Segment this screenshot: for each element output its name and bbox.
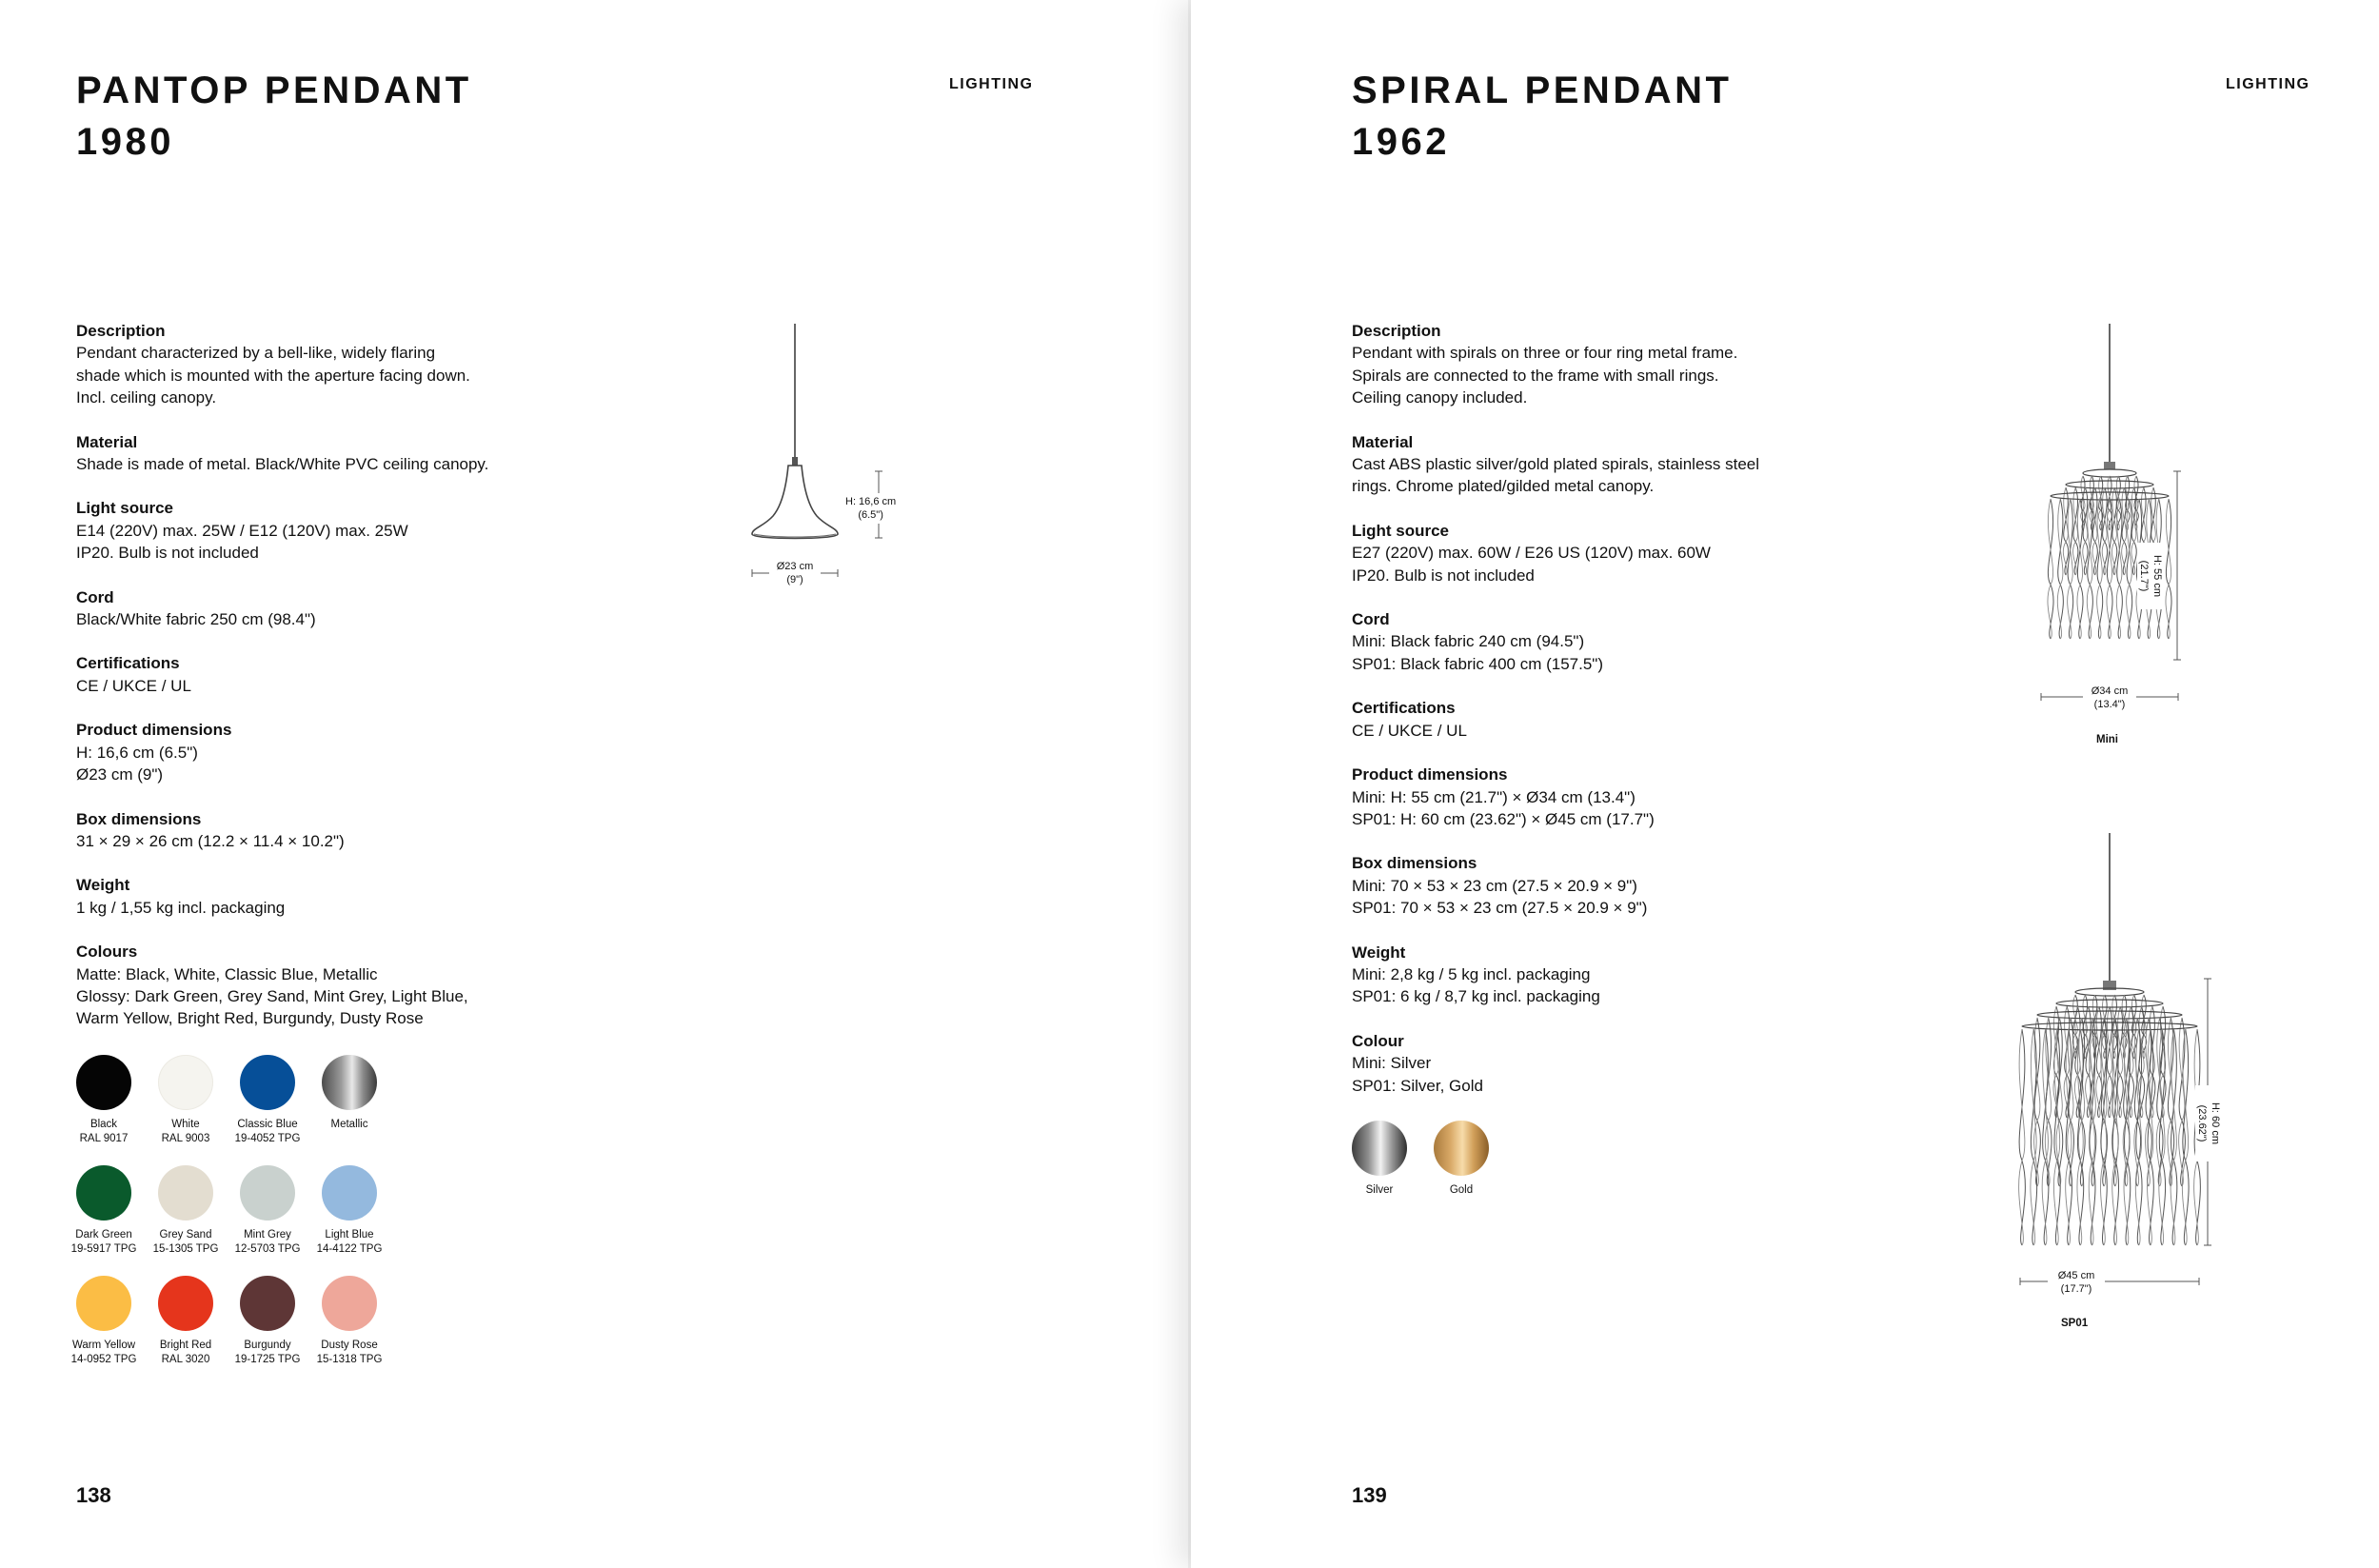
right-page xyxy=(1191,0,2379,1568)
spec-certifications xyxy=(76,652,609,697)
spec-value: SP01: Silver, Gold xyxy=(1352,1076,1483,1095)
spec-value: rings. Chrome plated/gilded metal canopy. xyxy=(1352,477,1655,496)
swatch-name: Dusty Rose xyxy=(321,1340,378,1351)
spec-value: H: 16,6 cm (6.5") xyxy=(76,743,198,762)
spec-value: shade which is mounted with the aperture facing down. xyxy=(76,366,470,385)
colour-swatch-light-blue xyxy=(316,1165,404,1257)
swatch-code: 15-1318 TPG xyxy=(316,1354,383,1365)
spec-label: Light source xyxy=(1352,521,1450,540)
swatch-name: Light Blue xyxy=(325,1229,374,1241)
spec-colour xyxy=(1352,1030,1885,1097)
spec-value: Black/White fabric 250 cm (98.4") xyxy=(76,610,316,629)
colour-swatch-burgundy xyxy=(234,1276,322,1367)
swatch-circle xyxy=(76,1165,131,1221)
swatch-code: RAL 9017 xyxy=(79,1133,129,1144)
category-label: LIGHTING xyxy=(2226,76,2310,92)
swatch-label xyxy=(316,1228,383,1257)
swatch-name: Dark Green xyxy=(75,1229,132,1241)
product-title xyxy=(76,65,472,168)
swatch-label xyxy=(76,1118,131,1146)
colour-swatch-dark-green xyxy=(70,1165,158,1257)
spec-material xyxy=(1352,431,1885,498)
spec-value: Shade is made of metal. Black/White PVC ceiling canopy. xyxy=(76,455,489,474)
swatch-label xyxy=(234,1118,301,1146)
swatch-label xyxy=(158,1118,213,1146)
colour-swatch-bright-red xyxy=(158,1276,240,1367)
pantop-pendant-drawing xyxy=(733,319,923,595)
swatch-code: RAL 3020 xyxy=(161,1354,210,1365)
swatch-name: Mint Grey xyxy=(244,1229,291,1241)
spec-label: Colours xyxy=(76,943,138,962)
colour-swatch-metallic xyxy=(322,1055,404,1146)
spec-weight xyxy=(76,874,609,919)
spec-value: SP01: H: 60 cm (23.62") × Ø45 cm (17.7") xyxy=(1352,809,1655,828)
spec-value: Mini: 2,8 kg / 5 kg incl. packaging xyxy=(1352,964,1591,983)
swatch-circle xyxy=(240,1276,295,1331)
spec-value: Incl. ceiling canopy. xyxy=(76,388,217,407)
sp01-width-dimension: Ø45 cm (17.7") xyxy=(2048,1269,2105,1296)
spec-label: Cord xyxy=(1352,610,1390,629)
spec-value: SP01: 6 kg / 8,7 kg incl. packaging xyxy=(1352,987,1600,1006)
swatch-name: Gold xyxy=(1449,1184,1474,1196)
spec-label: Certifications xyxy=(1352,699,1456,718)
spec-colours xyxy=(76,941,609,1030)
swatch-label xyxy=(152,1228,219,1257)
swatch-label xyxy=(316,1339,383,1367)
page-number: 138 xyxy=(76,1483,111,1507)
spec-value: Mini: Black fabric 240 cm (94.5") xyxy=(1352,632,1585,651)
spec-description xyxy=(1352,320,1885,409)
spec-label: Weight xyxy=(1352,943,1406,962)
spec-material xyxy=(76,431,609,476)
spec-value: 31 × 29 × 26 cm (12.2 × 11.4 × 10.2") xyxy=(76,831,345,850)
swatch-circle xyxy=(158,1165,213,1221)
product-title xyxy=(1352,65,1732,168)
swatch-circle xyxy=(158,1276,213,1331)
swatch-name: Grey Sand xyxy=(159,1229,212,1241)
colour-swatch-dusty-rose xyxy=(316,1276,404,1367)
swatch-name: Burgundy xyxy=(244,1340,291,1351)
colour-swatches xyxy=(1352,1121,1679,1198)
spec-cord xyxy=(76,586,609,631)
spec-value: Pendant characterized by a bell-like, widely flaring xyxy=(76,344,436,363)
spec-label: Product dimensions xyxy=(76,721,232,740)
swatch-name: Black xyxy=(89,1119,118,1130)
swatch-name: Metallic xyxy=(330,1119,368,1130)
spec-list xyxy=(1352,320,1885,1119)
spec-label: Box dimensions xyxy=(76,809,202,828)
sp01-height-dimension: H: 60 cm (23.62") xyxy=(2195,1085,2222,1161)
swatch-circle xyxy=(240,1165,295,1221)
swatch-label xyxy=(322,1118,377,1132)
mini-width-dimension: Ø34 cm (13.4") xyxy=(2083,685,2136,711)
spec-box-dimensions xyxy=(76,808,609,853)
spec-value: CE / UKCE / UL xyxy=(76,676,191,695)
mini-height-dimension: H: 55 cm (21.7") xyxy=(2137,543,2164,609)
colour-swatch-mint-grey xyxy=(234,1165,322,1257)
colour-swatch-classic-blue xyxy=(234,1055,322,1146)
swatch-code: RAL 9003 xyxy=(161,1133,210,1144)
spec-label: Material xyxy=(76,432,138,451)
colour-swatch-silver xyxy=(1352,1121,1434,1198)
spec-weight xyxy=(1352,942,1885,1008)
swatch-code: 19-4052 TPG xyxy=(234,1133,301,1144)
spec-value: Matte: Black, White, Classic Blue, Metallic xyxy=(76,964,378,983)
spiral-pendant-mini-drawing xyxy=(2000,319,2286,719)
swatch-circle xyxy=(322,1276,377,1331)
spec-value: E14 (220V) max. 25W / E12 (120V) max. 25W xyxy=(76,521,408,540)
swatch-name: Silver xyxy=(1365,1184,1394,1196)
swatch-circle xyxy=(1352,1121,1407,1176)
spec-cord xyxy=(1352,608,1885,675)
swatch-circle xyxy=(76,1276,131,1331)
swatch-name: Classic Blue xyxy=(237,1119,298,1130)
colour-swatch-gold xyxy=(1434,1121,1516,1198)
spec-value: 1 kg / 1,55 kg incl. packaging xyxy=(76,898,286,917)
spec-label: Weight xyxy=(76,876,130,895)
swatch-label xyxy=(158,1339,213,1367)
spec-light-source xyxy=(1352,520,1885,586)
swatch-circle xyxy=(76,1055,131,1110)
swatch-label xyxy=(1434,1183,1489,1198)
spec-value: Warm Yellow, Bright Red, Burgundy, Dusty Rose xyxy=(76,1009,424,1028)
swatch-label xyxy=(1352,1183,1407,1198)
left-page xyxy=(0,0,1188,1568)
spec-value: Spirals are connected to the frame with small rings. xyxy=(1352,366,1719,385)
spec-value: Glossy: Dark Green, Grey Sand, Mint Grey, Light Blue, xyxy=(76,986,468,1005)
width-dimension: Ø23 cm (9") xyxy=(769,560,821,586)
spec-description xyxy=(76,320,609,409)
spec-label: Description xyxy=(1352,322,1441,340)
spec-value: Mini: 70 × 53 × 23 cm (27.5 × 20.9 × 9") xyxy=(1352,876,1637,895)
swatch-label xyxy=(234,1228,301,1257)
spec-value: Pendant with spirals on three or four ring metal frame. xyxy=(1352,344,1738,363)
category-label: LIGHTING xyxy=(949,76,1034,92)
swatch-code: 14-4122 TPG xyxy=(316,1243,383,1255)
spec-product-dimensions xyxy=(1352,764,1885,830)
height-dimension: H: 16,6 cm (6.5") xyxy=(845,493,896,524)
swatch-circle xyxy=(1434,1121,1489,1176)
swatch-label xyxy=(234,1339,301,1367)
swatch-circle xyxy=(322,1165,377,1221)
colour-swatches xyxy=(70,1055,404,1367)
product-name: SPIRAL PENDANT xyxy=(1352,69,1733,111)
spec-value: SP01: 70 × 53 × 23 cm (27.5 × 20.9 × 9") xyxy=(1352,899,1648,918)
spec-value: IP20. Bulb is not included xyxy=(76,544,259,563)
spec-value: Mini: H: 55 cm (21.7") × Ø34 cm (13.4") xyxy=(1352,787,1636,806)
spec-value: Cast ABS plastic silver/gold plated spirals, stainless steel xyxy=(1352,455,1760,474)
swatch-code: 14-0952 TPG xyxy=(70,1354,137,1365)
colour-swatch-grey-sand xyxy=(152,1165,240,1257)
spec-label: Box dimensions xyxy=(1352,854,1477,873)
spec-label: Colour xyxy=(1352,1031,1404,1050)
swatch-name: Bright Red xyxy=(159,1340,212,1351)
swatch-code: 12-5703 TPG xyxy=(234,1243,301,1255)
spec-light-source xyxy=(76,497,609,564)
swatch-circle xyxy=(240,1055,295,1110)
swatch-name: White xyxy=(171,1119,200,1130)
spec-label: Product dimensions xyxy=(1352,765,1508,784)
mini-caption: Mini xyxy=(2096,734,2118,745)
spec-label: Material xyxy=(1352,432,1414,451)
spec-value: Mini: Silver xyxy=(1352,1054,1432,1073)
spec-label: Light source xyxy=(76,499,174,518)
spec-certifications xyxy=(1352,697,1885,742)
spec-value: Ceiling canopy included. xyxy=(1352,388,1528,407)
spec-list xyxy=(76,320,609,1052)
swatch-label xyxy=(70,1339,137,1367)
spec-label: Certifications xyxy=(76,654,180,673)
sp01-caption: SP01 xyxy=(2061,1318,2089,1329)
swatch-code: 19-1725 TPG xyxy=(234,1354,301,1365)
spec-value: IP20. Bulb is not included xyxy=(1352,566,1535,585)
colour-swatch-warm-yellow xyxy=(70,1276,158,1367)
swatch-circle xyxy=(322,1055,377,1110)
page-number: 139 xyxy=(1352,1483,1387,1507)
swatch-name: Warm Yellow xyxy=(71,1340,136,1351)
swatch-label xyxy=(70,1228,137,1257)
spiral-pendant-sp01-drawing xyxy=(1953,828,2333,1304)
product-year: 1980 xyxy=(76,121,174,163)
spec-value: E27 (220V) max. 60W / E26 US (120V) max. 60W xyxy=(1352,544,1711,563)
swatch-code: 19-5917 TPG xyxy=(70,1243,137,1255)
spec-label: Cord xyxy=(76,587,114,606)
spec-value: CE / UKCE / UL xyxy=(1352,721,1467,740)
swatch-circle xyxy=(158,1055,213,1110)
swatch-code: 15-1305 TPG xyxy=(152,1243,219,1255)
colour-swatch-black xyxy=(76,1055,158,1146)
product-year: 1962 xyxy=(1352,121,1450,163)
colour-swatch-white xyxy=(158,1055,240,1146)
spec-product-dimensions xyxy=(76,719,609,785)
spec-box-dimensions xyxy=(1352,852,1885,919)
spec-value: SP01: Black fabric 400 cm (157.5") xyxy=(1352,654,1603,673)
spec-value: Ø23 cm (9") xyxy=(76,765,164,784)
spec-label: Description xyxy=(76,322,166,340)
product-name: PANTOP PENDANT xyxy=(76,69,472,111)
